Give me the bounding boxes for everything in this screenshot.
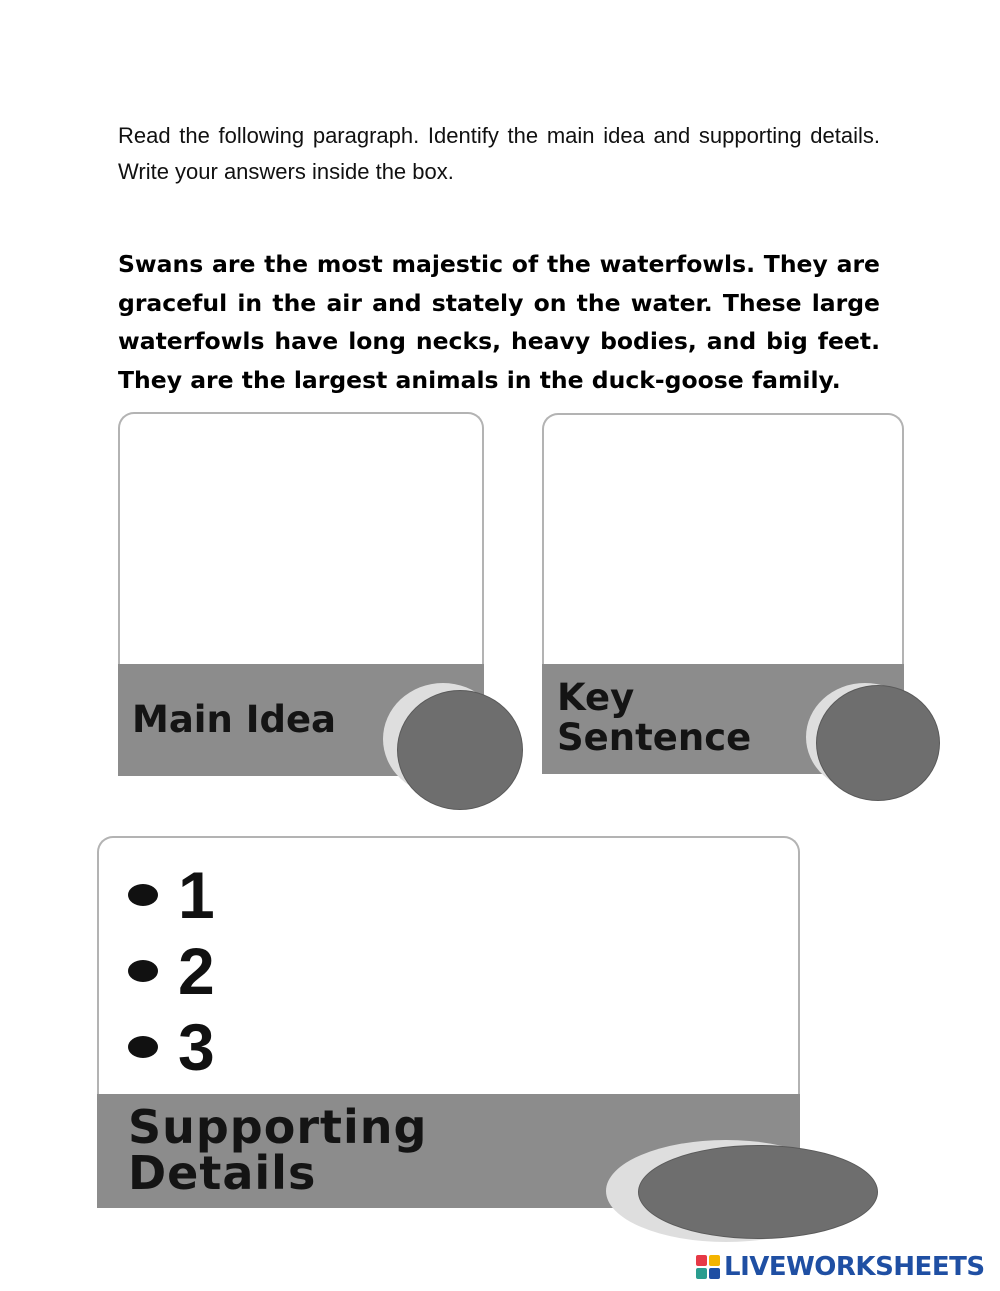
supporting-details-label-line2: Details xyxy=(128,1146,317,1200)
main-idea-score-circle xyxy=(397,690,523,810)
bullet-item xyxy=(128,858,215,932)
instructions-text: Read the following paragraph. Identify the main idea and supporting details. Write your answers inside the box. xyxy=(118,123,880,184)
key-sentence-score-circle xyxy=(816,685,940,801)
main-idea-answer-box[interactable] xyxy=(118,412,484,666)
bullet-number: 1 xyxy=(178,858,215,932)
main-idea-label: Main Idea xyxy=(132,698,337,741)
bullet-item xyxy=(128,1010,215,1084)
bullet-number: 3 xyxy=(178,1010,215,1084)
supporting-details-score-circle xyxy=(638,1145,878,1239)
bullet-dot xyxy=(128,960,158,982)
brand-name: LIVEWORKSHEETS xyxy=(724,1252,985,1282)
reading-paragraph: Swans are the most majestic of the waterfowls. They are graceful in the air and stately on the water. These large waterfowls have long necks, heavy bodies, and big feet. They are the largest animals in the duck-goose family. xyxy=(118,250,880,394)
liveworksheets-logo-icon xyxy=(696,1255,720,1279)
key-sentence-answer-box[interactable] xyxy=(542,413,904,666)
bullet-dot xyxy=(128,1036,158,1058)
key-sentence-label-line1: Key xyxy=(557,676,635,719)
bullet-dot xyxy=(128,884,158,906)
supporting-details-label-line1: Supporting xyxy=(128,1100,428,1154)
key-sentence-label-line2: Sentence xyxy=(557,716,752,759)
liveworksheets-logo xyxy=(696,1252,985,1282)
bullet-number: 2 xyxy=(178,934,215,1008)
bullet-item xyxy=(128,934,215,1008)
